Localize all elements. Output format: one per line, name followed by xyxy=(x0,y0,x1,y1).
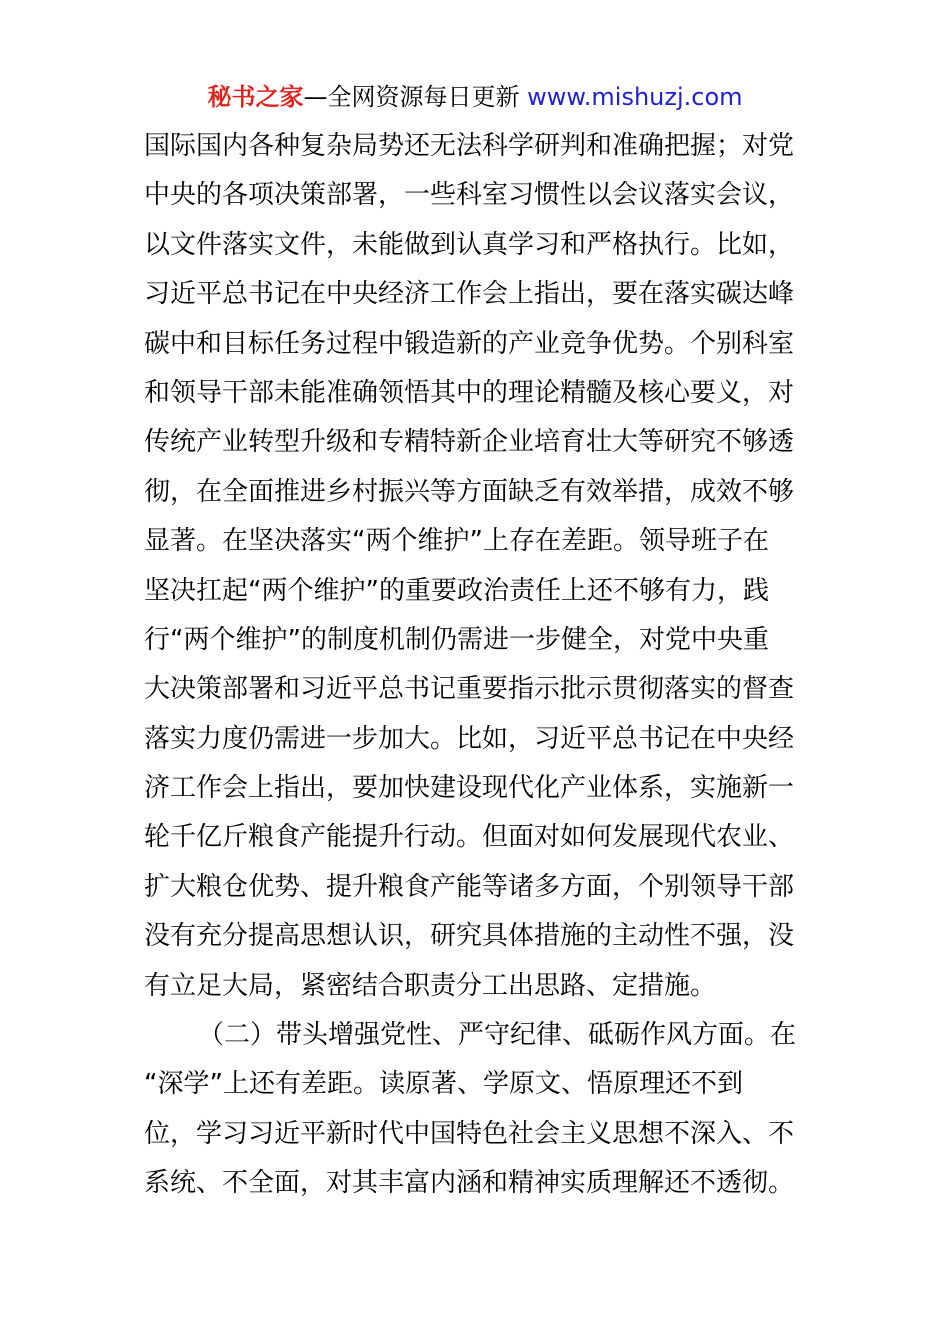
body-line: 传统产业转型升级和专精特新企业培育壮大等研究不够透 xyxy=(144,427,795,458)
body-line: 没有充分提高思想认识，研究具体措施的主动性不强，没 xyxy=(144,921,795,952)
site-brand: 秘书之家 xyxy=(207,83,304,111)
body-line: 和领导干部未能准确领悟其中的理论精髓及核心要义，对 xyxy=(144,377,795,408)
body-line: 坚决扛起“两个维护”的重要政治责任上还不够有力，践 xyxy=(144,575,769,606)
section-heading-line: （二）带头增强党性、严守纪律、砥砺作风方面。在 xyxy=(198,1020,797,1051)
body-line: 落实力度仍需进一步加大。比如，习近平总书记在中央经 xyxy=(144,723,795,754)
body-line: 有立足大局，紧密结合职责分工出思路、定措施。 xyxy=(144,970,717,1001)
body-line: 位，学习习近平新时代中国特色社会主义思想不深入、不 xyxy=(144,1118,795,1149)
body-line: 习近平总书记在中央经济工作会上指出，要在落实碳达峰 xyxy=(144,279,795,310)
body-line: 轮千亿斤粮食产能提升行动。但面对如何发展现代农业、 xyxy=(144,822,795,853)
document-body xyxy=(144,122,812,1209)
body-line: “深学”上还有差距。读原著、学原文、悟原理还不到 xyxy=(144,1069,743,1100)
body-line: 中央的各项决策部署，一些科室习惯性以会议落实会议， xyxy=(144,180,795,211)
body-line: 彻，在全面推进乡村振兴等方面缺乏有效举措，成效不够 xyxy=(144,476,795,507)
body-line: 以文件落实文件，未能做到认真学习和严格执行。比如， xyxy=(144,229,795,260)
body-line: 国际国内各种复杂局势还无法科学研判和准确把握；对党 xyxy=(144,131,795,161)
site-tagline: —全网资源每日更新 xyxy=(303,83,520,111)
body-line: 碳中和目标任务过程中锻造新的产业竞争优势。个别科室 xyxy=(144,328,795,359)
body-line: 大决策部署和习近平总书记重要指示批示贯彻落实的督查 xyxy=(144,674,795,705)
body-line: 行“两个维护”的制度机制仍需进一步健全，对党中央重 xyxy=(144,624,769,655)
site-header xyxy=(0,80,950,114)
body-line: 显著。在坚决落实“两个维护”上存在差距。领导班子在 xyxy=(144,526,769,557)
body-line: 济工作会上指出，要加快建设现代化产业体系，实施新一 xyxy=(144,773,795,804)
body-line: 系统、不全面，对其丰富内涵和精神实质理解还不透彻。 xyxy=(144,1168,795,1199)
site-url[interactable]: www.mishuzj.com xyxy=(519,83,743,111)
body-line: 扩大粮仓优势、提升粮食产能等诸多方面，个别领导干部 xyxy=(144,871,795,902)
